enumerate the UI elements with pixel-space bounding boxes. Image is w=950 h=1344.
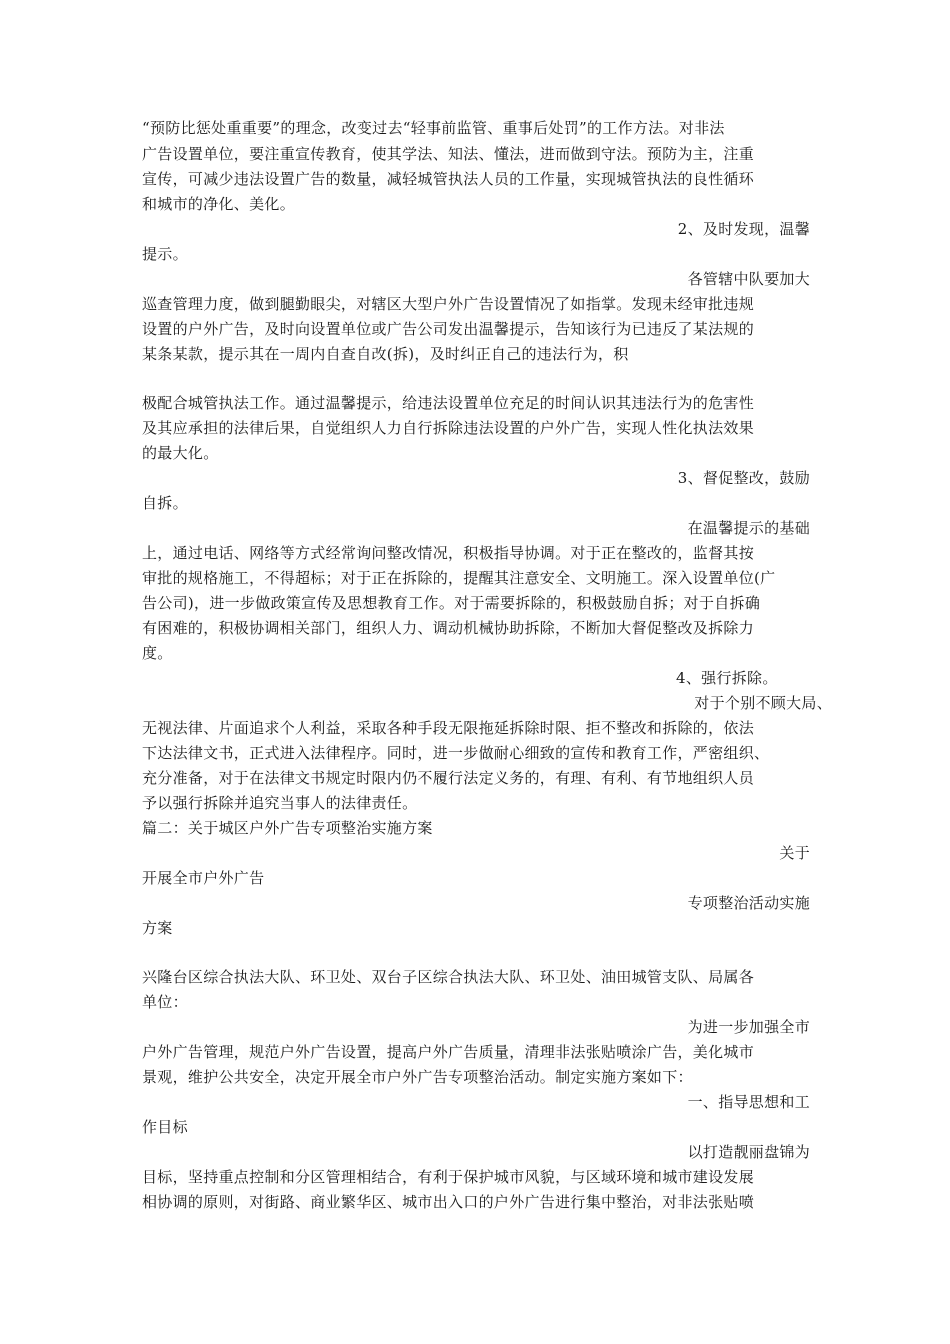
text-line: 极配合城管执法工作。通过温馨提示，给违法设置单位充足的时间认识其违法行为的危害性 <box>142 394 755 412</box>
text-line: 各管辖中队要加大 <box>687 270 810 288</box>
section-heading: 提示。 <box>142 245 188 263</box>
text-line: 宣传，可减少违法设置广告的数量，减轻城管执法人员的工作量，实现城管执法的良性循环 <box>142 170 755 188</box>
text-line: 目标，坚持重点控制和分区管理相结合，有利于保护城市风貌，与区域环境和城市建设发展 <box>142 1168 755 1186</box>
text-line: 景观，维护公共安全，决定开展全市户外广告专项整治活动。制定实施方案如下： <box>142 1068 693 1086</box>
section-heading: 2、及时发现，温馨 <box>677 220 810 238</box>
text-line: 以打造靓丽盘锦为 <box>687 1143 810 1161</box>
text-line: 无视法律、片面追求个人利益，采取各种手段无限拖延拆除时限、拒不整改和拆除的，依法 <box>142 719 755 737</box>
text-line: 设置的户外广告，及时向设置单位或广告公司发出温馨提示，告知该行为已违反了某法规的 <box>142 320 755 338</box>
text-line: “预防比惩处重重要”的理念，改变过去“轻事前监管、重事后处罚”的工作方法。对非法 <box>142 119 725 137</box>
text-line: 度。 <box>142 644 173 662</box>
text-line: 充分准备，对于在法律文书规定时限内仍不履行法定义务的，有理、有利、有节地组织人员 <box>142 769 755 787</box>
article-title: 篇二：关于城区户外广告专项整治实施方案 <box>142 819 433 837</box>
text-line: 及其应承担的法律后果，自觉组织人力自行拆除违法设置的户外广告，实现人性化执法效果 <box>142 419 755 437</box>
text-line: 告公司)，进一步做政策宣传及思想教育工作。对于需要拆除的，积极鼓励自拆；对于自拆确 <box>142 594 761 612</box>
text-line: 的最大化。 <box>142 444 219 462</box>
addressee-line: 兴隆台区综合执法大队、环卫处、双台子区综合执法大队、环卫处、油田城管支队、局属各 <box>142 968 755 986</box>
title-line: 开展全市户外广告 <box>142 869 265 887</box>
title-line: 方案 <box>142 919 173 937</box>
section-heading: 自拆。 <box>142 494 188 512</box>
text-line: 上，通过电话、网络等方式经常询问整改情况，积极指导协调。对于正在整改的，监督其按 <box>142 544 755 562</box>
text-line: 审批的规格施工，不得超标；对于正在拆除的，提醒其注意安全、文明施工。深入设置单位(广 <box>142 569 776 587</box>
text-line: 相协调的原则，对街路、商业繁华区、城市出入口的户外广告进行集中整治，对非法张贴喷 <box>142 1193 755 1211</box>
text-line: 予以强行拆除并追究当事人的法律责任。 <box>142 794 418 812</box>
text-line: 对于个别不顾大局、 <box>694 694 832 712</box>
text-line: 户外广告管理，规范户外广告设置，提高户外广告质量，清理非法张贴喷涂广告，美化城市 <box>142 1043 755 1061</box>
addressee-line: 单位： <box>142 993 188 1011</box>
text-line: 为进一步加强全市 <box>687 1018 810 1036</box>
section-heading: 作目标 <box>142 1118 188 1136</box>
text-line: 巡查管理力度，做到腿勤眼尖，对辖区大型户外广告设置情况了如指掌。发现未经审批违规 <box>142 295 755 313</box>
section-heading: 4、强行拆除。 <box>676 669 778 687</box>
text-line: 下达法律文书，正式进入法律程序。同时，进一步做耐心细致的宣传和教育工作，严密组织、 <box>142 744 770 762</box>
title-line: 关于 <box>779 844 810 862</box>
text-line: 和城市的净化、美化。 <box>142 195 296 213</box>
title-line: 专项整治活动实施 <box>687 894 810 912</box>
text-line: 某条某款，提示其在一周内自查自改(拆)，及时纠正自己的违法行为，积 <box>142 345 629 363</box>
section-heading: 一、指导思想和工 <box>687 1093 810 1111</box>
text-line: 广告设置单位，要注重宣传教育，使其学法、知法、懂法，进而做到守法。预防为主，注重 <box>142 145 755 163</box>
section-heading: 3、督促整改，鼓励 <box>677 469 810 487</box>
text-line: 有困难的，积极协调相关部门，组织人力、调动机械协助拆除，不断加大督促整改及拆除力 <box>142 619 755 637</box>
text-line: 在温馨提示的基础 <box>687 519 810 537</box>
